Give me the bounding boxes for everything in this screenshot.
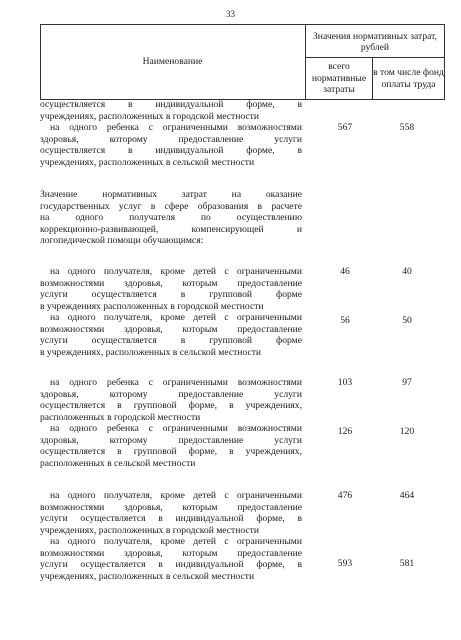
row-text-line: возможностями здоровья, которым предоставление	[40, 277, 302, 289]
row-text-line: услуги осуществляется в групповой форме	[40, 289, 302, 300]
row-text-line: осуществляется в групповой форме, в учреждениях,	[40, 446, 302, 457]
row-text-line: осуществляется в индивидуальной форме, в	[40, 99, 302, 110]
value-total: 46	[340, 266, 350, 277]
row-text-line: расположенных в сельской местности	[40, 457, 196, 469]
row-text-line: здоровья, которому предоставление услуги	[40, 434, 302, 446]
row-text-line: Значение нормативных затрат на оказание	[40, 189, 302, 200]
row-text-line: учреждениях, расположенных в городской местности	[40, 110, 260, 122]
row-text-line: в учреждениях, расположенных в сельской местности	[40, 346, 262, 358]
row-text-line: на одного получателя по осуществлению	[40, 212, 302, 223]
row-text-line: возможностями здоровья, которым предоставление	[40, 323, 302, 335]
row-text-line: на одного получателя, кроме детей с ограниченными	[50, 490, 302, 501]
row-text-line: логопедической помощи обучающимся:	[40, 235, 204, 246]
table-body	[0, 99, 461, 619]
value-total: 103	[337, 377, 353, 388]
row-text-line: расположенных в городской местности	[40, 411, 201, 423]
row-text-line: услуги осуществляется в индивидуальной форме, в	[40, 513, 302, 524]
row-text-line: осуществляется в индивидуальной форме, в	[40, 145, 302, 156]
row-text-line: учреждениях, расположенных в сельской местности	[40, 570, 255, 582]
value-total: 476	[337, 490, 353, 501]
row-text-line: здоровья, которому предоставление услуги	[40, 388, 302, 400]
value-wage: 50	[402, 315, 412, 326]
row-text-line: учреждениях, расположенных в сельской местности	[40, 156, 255, 168]
value-wage: 97	[402, 377, 412, 388]
value-total: 56	[340, 315, 350, 326]
row-text-line: на одного ребенка с ограниченными возможностями	[50, 122, 302, 133]
header-total: всего нормативные затраты	[311, 61, 367, 96]
value-total: 593	[337, 558, 353, 569]
row-text-line: на одного ребенка с ограниченными возможностями	[50, 377, 302, 388]
row-text-line: государственных услуг в сфере образования в расчете	[40, 200, 302, 212]
row-text-line: осуществляется в групповой форме, в учреждениях,	[40, 400, 302, 411]
value-wage: 464	[399, 490, 415, 501]
table-header	[40, 24, 445, 100]
row-text-line: возможностями здоровья, которым предоставление	[40, 501, 302, 513]
page-number: 33	[226, 9, 235, 19]
row-text-line: на одного получателя, кроме детей с ограниченными	[50, 536, 302, 547]
value-wage: 581	[399, 558, 415, 569]
row-text-line: услуги осуществляется в индивидуальной форме, в	[40, 559, 302, 570]
value-wage: 558	[399, 122, 415, 133]
value-total: 126	[337, 426, 353, 437]
row-text-line: на одного получателя, кроме детей с ограниченными	[50, 266, 302, 277]
row-text-line: возможностями здоровья, которым предоставление	[40, 547, 302, 559]
row-text-line: на одного получателя, кроме детей с ограниченными	[50, 312, 302, 323]
row-text-line: учреждениях, расположенных в городской местности	[40, 524, 260, 536]
header-wage-fund: в том числе фонд оплаты труда	[373, 67, 444, 90]
row-text-line: услуги осуществляется в групповой форме	[40, 335, 302, 346]
header-border-right	[444, 25, 445, 99]
value-wage: 40	[402, 266, 412, 277]
row-text-line: коррекционно-развивающей, компенсирующей и	[40, 223, 302, 235]
value-total: 567	[337, 122, 353, 133]
row-text-line: на одного ребенка с ограниченными возможностями	[50, 423, 302, 434]
header-name: Наименование	[142, 56, 203, 68]
row-text-line: в учреждениях расположенных в городской местности	[40, 300, 264, 312]
header-values-group: Значения нормативных затрат, рублей	[313, 30, 437, 53]
row-text-line: здоровья, которому предоставление услуги	[40, 133, 302, 145]
value-wage: 120	[399, 426, 415, 437]
